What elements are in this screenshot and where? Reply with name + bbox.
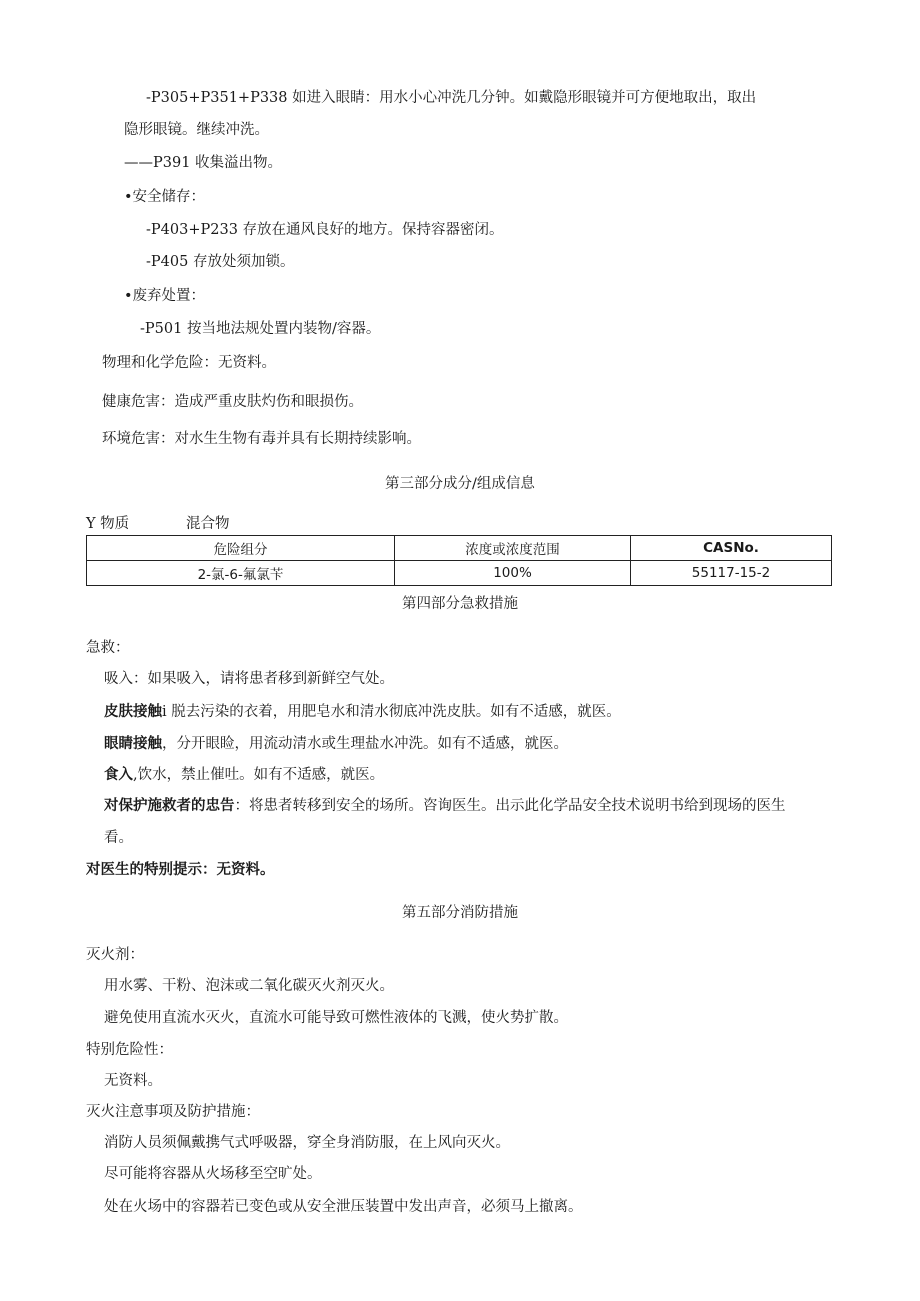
p391-statement: ——P391 收集溢出物。 — [124, 155, 283, 171]
precaution-2: 尽可能将容器从火场移至空旷处。 — [104, 1166, 322, 1182]
precaution-label: 灭火注意事项及防护措施： — [86, 1104, 260, 1120]
inhalation-instruction: 吸入：如果吸入，请将患者移到新鲜空气处。 — [104, 671, 394, 687]
disposal-heading: •废弃处置： — [124, 288, 206, 304]
header-concentration: 浓度或浓度范围 — [395, 536, 631, 561]
ingestion-value: ,饮水，禁止催吐。如有不适感，就医。 — [133, 767, 385, 783]
eye-contact-value: ，分开眼睑，用流动清水或生理盐水冲洗。如有不适感，就医。 — [162, 736, 568, 752]
skin-contact-value: i 脱去污染的衣着，用肥皂水和清水彻底冲洗皮肤。如有不适感，就医。 — [162, 704, 621, 720]
table-header-row — [87, 536, 832, 561]
ingestion — [104, 765, 384, 785]
extinguishing-agent-1: 用水雾、干粉、泡沫或二氧化碳灭火剂灭火。 — [104, 978, 394, 994]
section3-title: 第三部分成分/组成信息 — [385, 476, 535, 492]
eye-contact — [104, 734, 568, 754]
header-cas: CASNo. — [631, 536, 832, 561]
cell-component: 2-氯-6-氟氯苄 — [87, 561, 395, 586]
p501-statement: -P501 按当地法规处置内装物/容器。 — [140, 321, 381, 337]
environment-hazard-value: 对水生生物有毒并具有长期持续影响。 — [174, 431, 421, 447]
special-hazard-label: 特别危险性： — [86, 1042, 173, 1058]
p403-statement: -P403+P233 存放在通风良好的地方。保持容器密闭。 — [146, 222, 504, 238]
environment-hazard — [102, 429, 421, 449]
p405-statement: -P405 存放处须加锁。 — [146, 254, 295, 270]
precaution-1: 消防人员须佩戴携气式呼吸器，穿全身消防服，在上风向灭火。 — [104, 1135, 510, 1151]
extinguishing-agent-label: 灭火剂： — [86, 947, 144, 963]
doctor-note: 对医生的特别提示：无资料。 — [86, 862, 275, 878]
skin-contact-label: 皮肤接触 — [104, 704, 162, 720]
mixture-label: 混合物 — [186, 516, 230, 532]
physical-hazard-value: 无资料。 — [218, 355, 276, 371]
firstaid-label: 急救： — [86, 640, 130, 656]
rescuer-advice-label: 对保护施救者的忠告 — [104, 798, 235, 814]
skin-contact — [104, 702, 621, 722]
environment-hazard-label: 环境危害： — [102, 431, 175, 447]
cell-concentration: 100% — [395, 561, 631, 586]
physical-hazard — [102, 353, 276, 373]
health-hazard — [102, 392, 363, 412]
table-row — [87, 561, 832, 586]
physical-hazard-label: 物理和化学危险： — [102, 355, 218, 371]
storage-heading: •安全储存： — [124, 189, 206, 205]
extinguishing-agent-2: 避免使用直流水灭火，直流水可能导致可燃性液体的飞溅，使火势扩散。 — [104, 1010, 568, 1026]
precaution-3: 处在火场中的容器若已变色或从安全泄压装置中发出声音，必须马上撤离。 — [104, 1199, 583, 1215]
substance-label: Y 物质 — [86, 516, 130, 532]
p305-statement: -P305+P351+P338 如进入眼睛：用水小心冲洗几分钟。如戴隐形眼镜并可方便地取出，取出 — [146, 90, 757, 106]
section4-title: 第四部分急救措施 — [402, 596, 518, 612]
health-hazard-value: 造成严重皮肤灼伤和眼损伤。 — [174, 394, 363, 410]
rescuer-advice-continuation: 看。 — [104, 830, 133, 846]
ingestion-label: 食入 — [104, 767, 133, 783]
rescuer-advice — [104, 796, 786, 816]
health-hazard-label: 健康危害： — [102, 394, 175, 410]
p305-continuation: 隐形眼镜。继续冲洗。 — [124, 122, 269, 138]
composition-table — [86, 535, 832, 586]
cell-cas: 55117-15-2 — [631, 561, 832, 586]
rescuer-advice-value: ：将患者转移到安全的场所。咨询医生。出示此化学品安全技术说明书给到现场的医生 — [234, 798, 786, 814]
header-component: 危险组分 — [87, 536, 395, 561]
section5-title: 第五部分消防措施 — [402, 905, 518, 921]
eye-contact-label: 眼睛接触 — [104, 736, 162, 752]
special-hazard-value: 无资料。 — [104, 1073, 162, 1089]
